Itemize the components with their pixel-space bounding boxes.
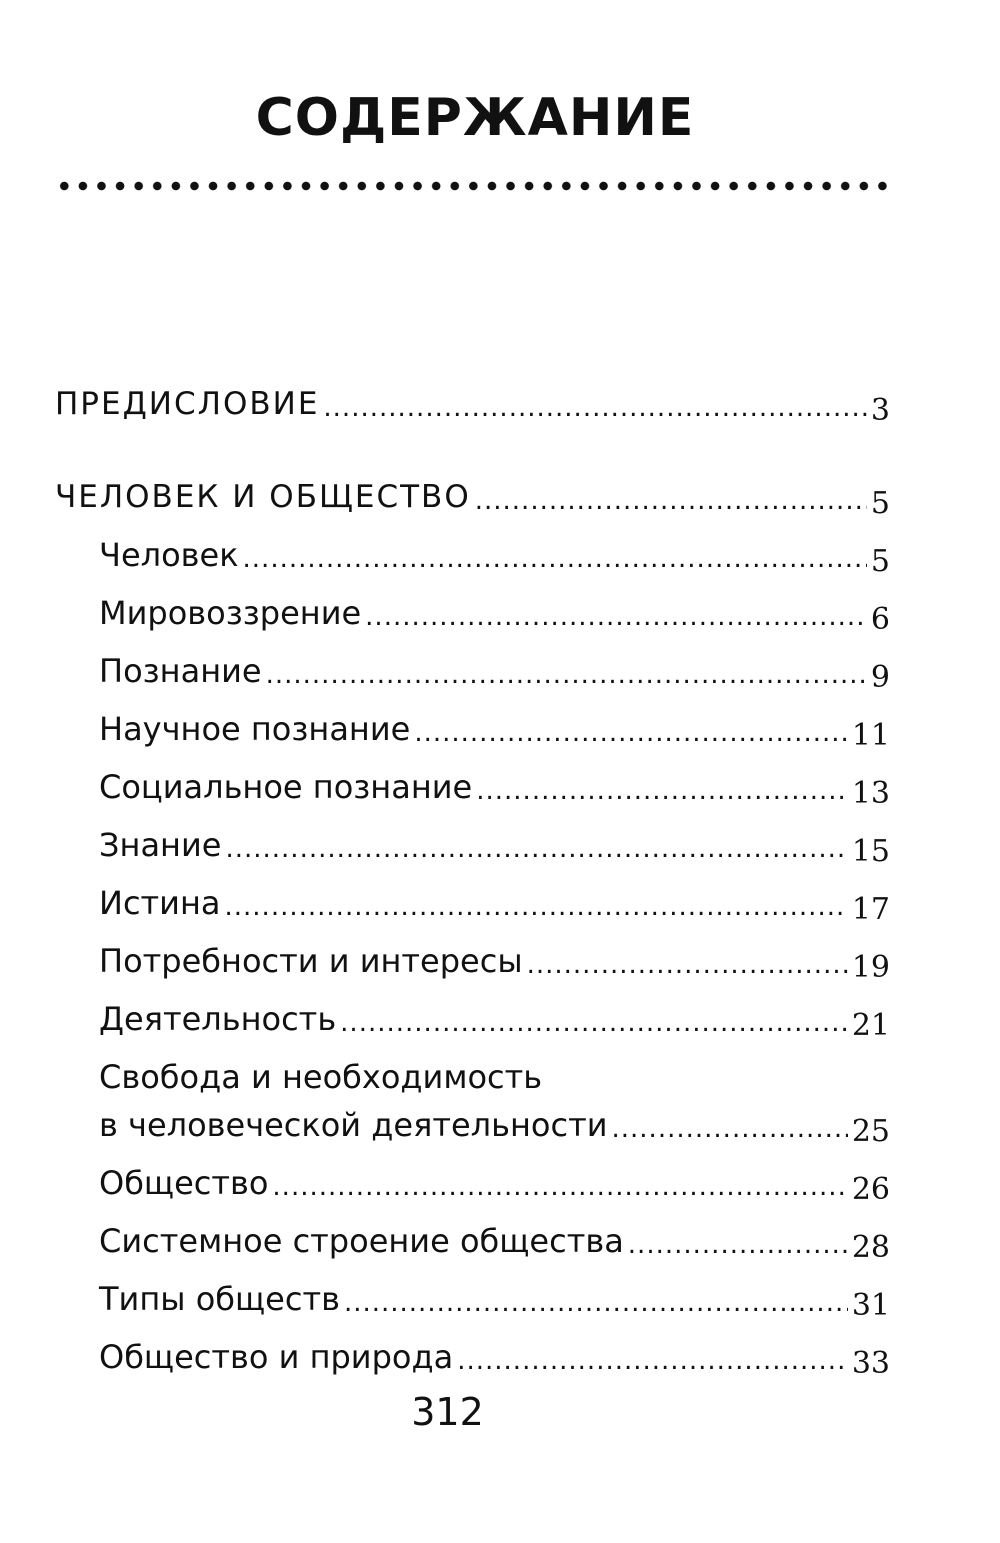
leader-dots [344,1283,848,1323]
toc-entry-label: Научное познание [99,710,411,748]
toc-entry[interactable] [55,637,890,695]
toc-entry-label: Свобода и необходимость в человеческой деятельности [99,1058,608,1144]
page-number: 312 [411,1390,484,1434]
toc-entry-page: 19 [851,950,890,985]
leader-dots [243,539,867,579]
leader-dots [475,481,867,521]
toc-entry-label: Потребности и интересы [99,942,523,980]
leader-dots [476,771,848,811]
table-of-contents [55,368,890,1381]
leader-dots [266,655,867,695]
toc-entry-label: Системное строение общества [99,1222,624,1260]
toc-entry-label: Социальное познание [99,768,473,806]
toc-entry-page: 6 [870,602,890,637]
toc-entry-page: 3 [870,393,890,428]
toc-entry-page: 5 [870,486,890,521]
toc-entry-page: 28 [851,1230,890,1265]
leader-dots [457,1341,848,1381]
toc-entry[interactable] [55,811,890,869]
toc-entry[interactable] [55,428,890,521]
toc-entry[interactable] [55,927,890,985]
dotted-divider [55,180,893,192]
leader-dots [414,713,847,753]
leader-dots [365,597,867,637]
toc-entry[interactable] [55,985,890,1043]
leader-dots [225,887,848,927]
toc-entry-label: Истина [99,884,221,922]
page-title: СОДЕРЖАНИЕ [255,88,695,148]
leader-dots [340,1003,848,1043]
toc-entry[interactable] [55,1207,890,1265]
toc-entry-label: Общество и природа [99,1338,454,1376]
toc-entry-label: Общество [99,1164,269,1202]
toc-entry-label: ПРЕДИСЛОВИЕ [55,386,320,422]
leader-dots [225,829,847,869]
toc-entry[interactable] [55,1323,890,1381]
toc-entry-page: 31 [851,1288,890,1323]
toc-entry-page: 33 [851,1346,890,1381]
toc-entry[interactable] [55,579,890,637]
toc-entry-page: 11 [851,718,890,753]
toc-entry[interactable] [55,368,890,428]
toc-entry-page: 5 [870,544,890,579]
toc-entry[interactable] [55,695,890,753]
leader-dots [527,945,848,985]
toc-entry[interactable] [55,1149,890,1207]
toc-entry-page: 21 [851,1008,890,1043]
leader-dots [628,1225,848,1265]
leader-dots [612,1109,848,1149]
toc-entry[interactable] [55,521,890,579]
toc-entry-label: Мировоззрение [99,594,362,632]
toc-entry-page: 9 [870,660,890,695]
leader-dots [323,388,867,428]
toc-entry-page: 13 [851,776,890,811]
toc-entry-page: 17 [851,892,890,927]
toc-entry[interactable] [55,1043,890,1149]
toc-entry-page: 26 [851,1172,890,1207]
toc-entry-label: Познание [99,652,262,690]
toc-entry-label: Человек [99,536,239,574]
toc-entry-page: 15 [851,834,890,869]
toc-entry[interactable] [55,1265,890,1323]
toc-entry-label: Знание [99,826,222,864]
toc-entry[interactable] [55,753,890,811]
toc-entry[interactable] [55,869,890,927]
toc-entry-label: ЧЕЛОВЕК И ОБЩЕСТВО [55,479,471,515]
toc-entry-page: 25 [851,1114,890,1149]
toc-entry-label: Деятельность [99,1000,337,1038]
toc-entry-label: Типы обществ [99,1280,340,1318]
leader-dots [272,1167,847,1207]
